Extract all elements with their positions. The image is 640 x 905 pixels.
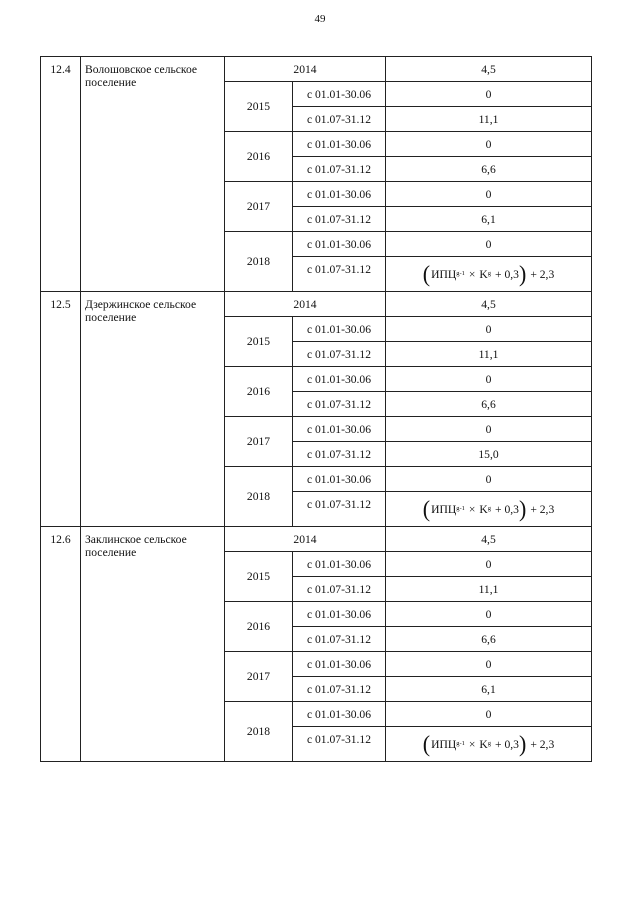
period-second-half: с 01.07-31.12 [293,207,386,232]
period-first-half: с 01.01-30.06 [293,467,386,492]
value-2014: 4,5 [386,292,592,317]
value-first-half: 0 [386,602,592,627]
value-first-half: 0 [386,652,592,677]
section-number: 12.6 [41,527,81,762]
formula-times: × [468,737,476,751]
table-row [41,57,592,82]
formula-plus-inner: + 0,3 [495,267,519,281]
period-second-half: с 01.07-31.12 [293,257,386,292]
value-second-half: 11,1 [386,342,592,367]
formula-coef: K [479,502,488,516]
value-first-half: 0 [386,182,592,207]
period-second-half: с 01.07-31.12 [293,392,386,417]
value-second-half: 11,1 [386,107,592,132]
period-second-half: с 01.07-31.12 [293,492,386,527]
value-second-half: 6,1 [386,207,592,232]
formula-open-paren: ( [422,260,431,287]
period-second-half: с 01.07-31.12 [293,577,386,602]
period-second-half: с 01.07-31.12 [293,727,386,762]
period-first-half: с 01.01-30.06 [293,652,386,677]
settlement-name: Заклинское сельское поселение [81,527,225,762]
formula-base: ИПЦ [431,502,457,516]
period-second-half: с 01.07-31.12 [293,342,386,367]
value-first-half: 0 [386,417,592,442]
value-second-half: 6,6 [386,157,592,182]
year-cell: 2018 [225,467,293,527]
tariff-table [40,56,592,762]
formula-times: × [468,502,476,516]
year-cell: 2017 [225,652,293,702]
year-cell: 2017 [225,182,293,232]
table-row [41,292,592,317]
period-first-half: с 01.01-30.06 [293,82,386,107]
period-second-half: с 01.07-31.12 [293,157,386,182]
formula-plus-outer: + 2,3 [530,502,555,516]
value-first-half: 0 [386,702,592,727]
value-second-half: 6,1 [386,677,592,702]
formula-open-paren: ( [422,730,431,757]
period-first-half: с 01.01-30.06 [293,132,386,157]
period-first-half: с 01.01-30.06 [293,602,386,627]
year-cell: 2017 [225,417,293,467]
year-cell: 2016 [225,132,293,182]
period-first-half: с 01.01-30.06 [293,367,386,392]
value-2014: 4,5 [386,57,592,82]
period-first-half: с 01.01-30.06 [293,702,386,727]
formula-close-paren: ) [518,730,527,757]
formula-close-paren: ) [518,260,527,287]
value-formula [386,492,592,527]
year-cell: 2018 [225,702,293,762]
formula-plus-inner: + 0,3 [495,737,519,751]
year-2014: 2014 [225,57,386,82]
year-cell: 2015 [225,82,293,132]
page-number: 49 [314,13,326,25]
formula-plus-inner: + 0,3 [495,502,519,516]
value-second-half: 6,6 [386,627,592,652]
value-first-half: 0 [386,82,592,107]
value-2014: 4,5 [386,527,592,552]
value-first-half: 0 [386,232,592,257]
formula-plus-outer: + 2,3 [530,737,555,751]
period-second-half: с 01.07-31.12 [293,107,386,132]
section-number: 12.5 [41,292,81,527]
period-second-half: с 01.07-31.12 [293,627,386,652]
year-2014: 2014 [225,527,386,552]
table-row [41,527,592,552]
section-number: 12.4 [41,57,81,292]
value-second-half: 11,1 [386,577,592,602]
value-second-half: 6,6 [386,392,592,417]
year-cell: 2016 [225,367,293,417]
formula-base: ИПЦ [431,737,457,751]
value-first-half: 0 [386,132,592,157]
settlement-name: Волошовское сельское поселение [81,57,225,292]
period-first-half: с 01.01-30.06 [293,317,386,342]
year-cell: 2015 [225,317,293,367]
formula-coef: K [479,737,488,751]
formula: ( ИПЦ g-1 × K g + 0,3 ) + 2,3 [422,730,555,757]
formula-plus-outer: + 2,3 [530,267,555,281]
value-formula [386,257,592,292]
period-second-half: с 01.07-31.12 [293,677,386,702]
period-second-half: с 01.07-31.12 [293,442,386,467]
formula: ( ИПЦ g-1 × K g + 0,3 ) + 2,3 [422,495,555,522]
formula-open-paren: ( [422,495,431,522]
year-cell: 2015 [225,552,293,602]
year-cell: 2016 [225,602,293,652]
settlement-name: Дзержинское сельское поселение [81,292,225,527]
value-first-half: 0 [386,467,592,492]
period-first-half: с 01.01-30.06 [293,417,386,442]
formula-times: × [468,267,476,281]
year-cell: 2018 [225,232,293,292]
value-formula [386,727,592,762]
formula: ( ИПЦ g-1 × K g + 0,3 ) + 2,3 [422,260,555,287]
value-first-half: 0 [386,317,592,342]
formula-base: ИПЦ [431,267,457,281]
year-2014: 2014 [225,292,386,317]
value-second-half: 15,0 [386,442,592,467]
period-first-half: с 01.01-30.06 [293,182,386,207]
formula-coef: K [479,267,488,281]
period-first-half: с 01.01-30.06 [293,232,386,257]
value-first-half: 0 [386,367,592,392]
formula-close-paren: ) [518,495,527,522]
value-first-half: 0 [386,552,592,577]
period-first-half: с 01.01-30.06 [293,552,386,577]
